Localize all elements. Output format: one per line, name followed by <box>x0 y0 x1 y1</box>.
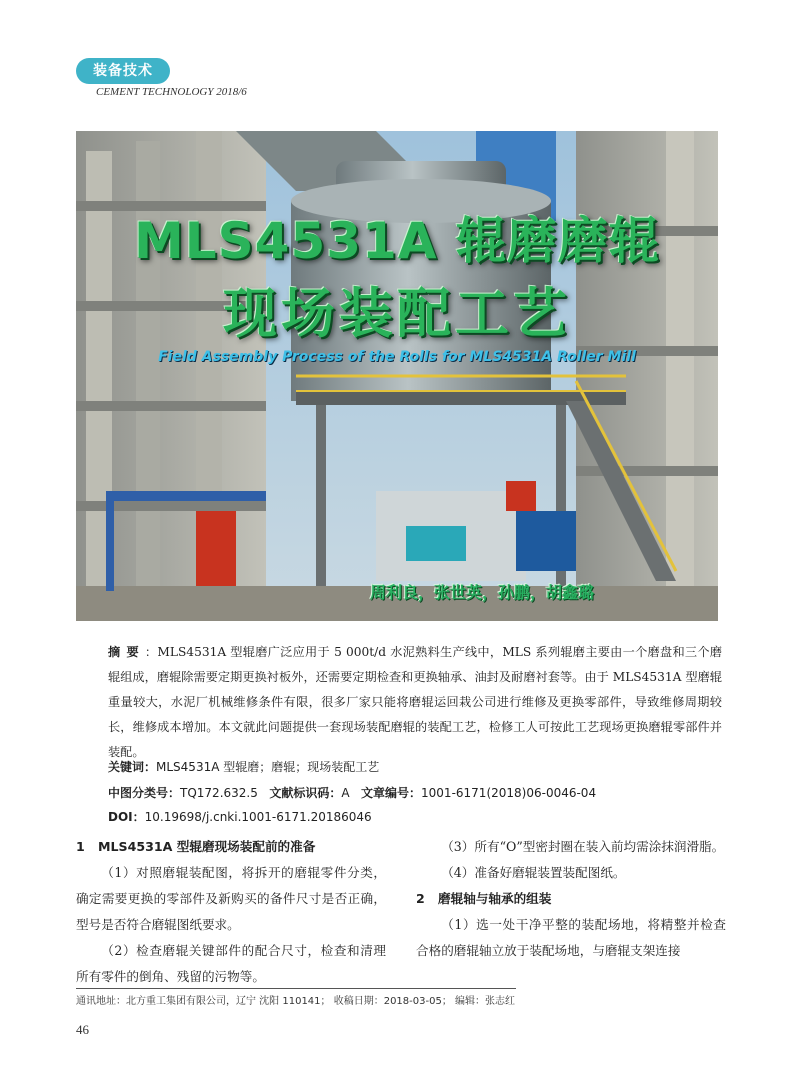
keywords-line <box>108 758 728 775</box>
keywords-label: 关键词： <box>108 760 157 774</box>
journal-running-header: CEMENT TECHNOLOGY 2018/6 <box>96 86 247 98</box>
section-tag: 装备技术 <box>76 58 170 84</box>
doc-code-label: 文献标识码： <box>269 786 342 800</box>
article-authors: 周利良，张世英，孙鹏，胡鑫璐 <box>369 583 594 602</box>
abstract: 摘要：MLS4531A 型辊磨广泛应用于 5 000t/d 水泥熟料生产线中，MLS 系列辊磨主要由一个磨盘和三个磨辊组成，磨辊除需要定期更换衬板外，还需要定期检查和更换轴承、油封及耐磨衬套等。由于 MLS4531A 型磨辊重量较大，水泥厂机械维修条件有限，很多厂家只能将磨辊运回栽公司进行维修及更换零部件，导致维修周期较长，维修成本增加。本文就此问题提供一套现场装配磨辊的装配工艺，检修工人可按此工艺现场更换磨辊零部件并装配。 <box>108 645 723 759</box>
section-heading-1: 1 MLS4531A 型辊磨现场装配前的准备 <box>76 839 316 854</box>
footnote-rule <box>76 988 516 989</box>
article-title-line2: 现场装配工艺 <box>223 282 571 345</box>
paragraph: （4）准备好磨辊装置装配图纸。 <box>441 865 626 880</box>
abstract-label: 摘要 <box>108 645 145 659</box>
article-no-value: 1001-6171(2018)06-0046-04 <box>421 786 597 800</box>
article-english-title: Field Assembly Process of the Rolls for MLS4531A Roller Mill <box>158 349 636 365</box>
keywords-value: MLS4531A 型辊磨；磨辊；现场装配工艺 <box>156 760 380 774</box>
classification-line <box>108 784 728 801</box>
page-number: 46 <box>76 1022 89 1037</box>
paragraph: （2）检查磨辊关键部件的配合尺寸，检查和清理所有零件的倒角、残留的污物等。 <box>76 943 386 984</box>
section-heading-2: 2 磨辊轴与轴承的组装 <box>416 891 552 906</box>
body-left-column <box>76 834 386 990</box>
article-title-line1: MLS4531A 辊磨磨辊 <box>134 212 660 270</box>
paragraph: （3）所有“O”型密封圈在装入前均需涂抹润滑脂。 <box>441 839 725 854</box>
doi-label: DOI： <box>108 810 145 824</box>
paragraph: （1）选一处干净平整的装配场地，将精整并检查合格的磨辊轴立放于装配场地，与磨辊支架连接 <box>416 917 726 958</box>
clc-value: TQ172.632.5 <box>180 786 258 800</box>
doi-line <box>108 808 728 825</box>
paragraph: （1）对照磨辊装配图，将拆开的磨辊零件分类，确定需要更换的零部件及新购买的备件尺寸是否正确，型号是否符合磨辊图纸要求。 <box>76 865 386 932</box>
doc-code-value: A <box>341 786 350 800</box>
body-right-column <box>416 834 726 964</box>
article-no-label: 文章编号： <box>361 786 422 800</box>
clc-label: 中图分类号： <box>108 786 181 800</box>
abstract-text: MLS4531A 型辊磨广泛应用于 5 000t/d 水泥熟料生产线中，MLS 系列辊磨主要由一个磨盘和三个磨辊组成，磨辊除需要定期更换衬板外，还需要定期检查和更换轴承、油封及耐磨衬套等。由于 MLS4531A 型磨辊重量较大，水泥厂机械维修条件有限，很多厂家只能将磨辊运回栽公司进行维修及更换零部件，导致维修周期较长，维修成本增加。本文就此问题提供一套现场装配磨辊的装配工艺，检修工人可按此工艺现场更换磨辊零部件并装配。 <box>108 645 723 759</box>
footnote: 通讯地址：北方重工集团有限公司，辽宁 沈阳 110141； 收稿日期：2018-03-05； 编辑：张志红 <box>76 996 516 1007</box>
hero-photo <box>76 131 718 621</box>
doi-value: 10.19698/j.cnki.1001-6171.20186046 <box>144 810 372 824</box>
